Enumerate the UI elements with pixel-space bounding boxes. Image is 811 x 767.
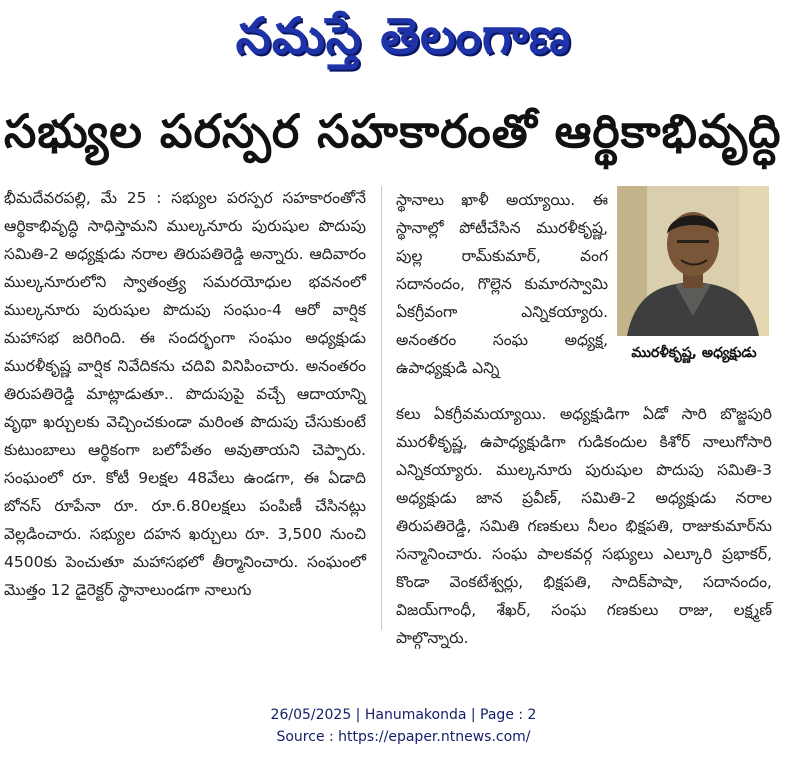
column-divider	[381, 186, 382, 630]
edition-info: 26/05/2025 | Hanumakonda | Page : 2	[270, 707, 537, 723]
article-column-right-bottom: కలు ఏకగ్రీవమయ్యాయి. అధ్యక్షుడిగా ఏడో సారి బొజ్జపురి మురళీకృష్ణ, ఉపాధ్యక్షుడిగా గుడికందుల కిశోర్ నాలుగోసారి ఎన్నికయ్యారు. ముల్కనూరు పురుషుల పొదుపు సమితి-3 అధ్యక్షుడు జాన ప్రవీణ్, సమితి-2 అధ్యక్షుడు నరాల తిరుపతిరెడ్డి, సమితి గణకులు నీలం భిక్షపతి, రాజుకుమార్‌ను సన్మానించారు. సంఘ పాలకవర్గ సభ్యులు ఎల్కూరి ప్రభాకర్, కొండా వెంకటేశ్వర్లు, భిక్షపతి, సాదిక్‌పాషా, సదానందం, విజయ్‌గాంధీ, శేఖర్, సంఘ గణకులు రాజు, లక్ష్మణ్ పాల్గొన్నారు.	[396, 405, 772, 647]
portrait-image	[617, 186, 769, 336]
article-headline: సభ్యుల పరస్పర సహకారంతో ఆర్థికాభివృద్ధి	[4, 104, 782, 158]
photo-caption: మురళీకృష్ణ, అధ్యక్షుడు	[631, 345, 757, 361]
article-column-left: భీమదేవరపల్లి, మే 25 : సభ్యుల పరస్పర సహకారంతోనే ఆర్థికాభివృద్ధి సాధిస్తామని ముల్కనూరు పురుషుల పొదుపు సమితి-2 అధ్యక్షుడు నరాల తిరుపతిరెడ్డి అన్నారు. ఆదివారం ముల్కనూరులోని స్వాతంత్ర్య సమరయోధుల భవనంలో ముల్కనూరు పురుషుల పొదుపు సంఘం-4 ఆరో వార్షిక మహాసభ జరిగింది. ఈ సందర్భంగా సంఘం అధ్యక్షుడు మురళీకృష్ణ వార్షిక నివేదికను చదివి వినిపించారు. అనంతరం తిరుపతిరెడ్డి మాట్లాడుతూ.. పొదుపుపై వచ్చే ఆదాయాన్ని వృథా ఖర్చులకు వెచ్చించకుండా మరింత పొదుపు చేసుకుంటే కుటుంబాలు ఆర్థికంగా బలోపేతం అవుతాయని చెప్పారు. సంఘంలో రూ. కోటీ 9లక్షల 48వేలు ఉండగా, ఈ ఏడాది బోనస్ రూపేనా రూ. రూ.6.80లక్షలు పంపిణీ చేసినట్లు వెల్లడించారు. సభ్యుల దహన ఖర్చులు రూ. 3,500 నుంచి 4500కు పెంచుతూ మహాసభలో తీర్మానించారు. సంఘంలో మొత్తం 12 డైరెక్టర్ స్థానాలుండగా నాలుగు	[4, 189, 366, 599]
page-footer	[0, 704, 807, 748]
masthead	[0, 0, 807, 84]
article-column-right-top: స్థానాలు ఖాళీ అయ్యాయి. ఈ స్థానాల్లో పోటీచేసిన మురళీకృష్ణ, పుల్ల రామ్‌కుమార్, వంగ సదానందం, గొల్లెన కుమారస్వామి ఏకగ్రీవంగా ఎన్నికయ్యారు. అనంతరం సంఘ అధ్యక్ష, ఉపాధ్యక్షుడి ఎన్ని	[396, 191, 608, 377]
source-link[interactable]: Source : https://epaper.ntnews.com/	[276, 729, 531, 745]
newspaper-logo: నమస్తే తెలంగాణ	[235, 6, 572, 65]
portrait-photo	[617, 186, 769, 336]
